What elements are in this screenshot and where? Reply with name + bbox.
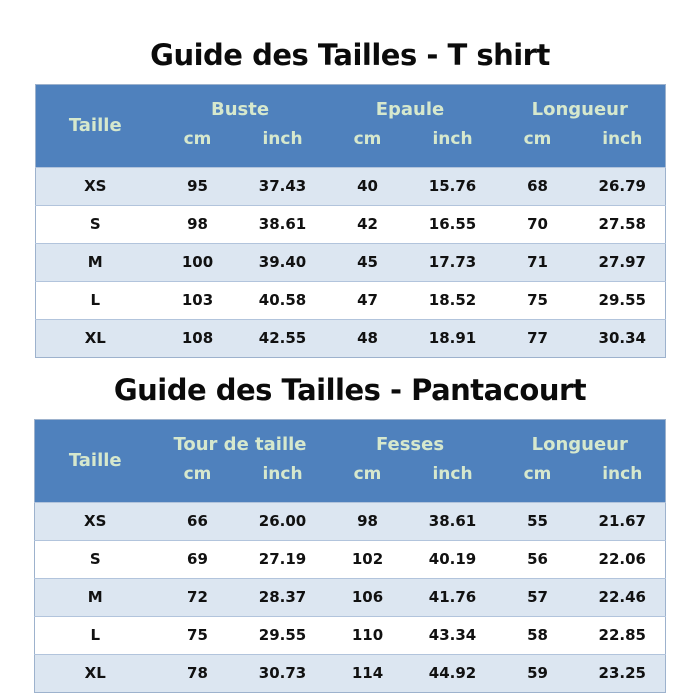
pantacourt-unit-fesses-inch: inch xyxy=(410,464,495,503)
value-cell: 30.34 xyxy=(580,319,665,357)
value-cell: 27.97 xyxy=(580,243,665,281)
tshirt-unit-longueur-cm: cm xyxy=(495,129,580,168)
value-cell: 59 xyxy=(495,654,580,692)
tshirt-group-header-row xyxy=(35,84,665,129)
size-cell: M xyxy=(35,578,155,616)
value-cell: 17.73 xyxy=(410,243,495,281)
value-cell: 15.76 xyxy=(410,167,495,205)
value-cell: 77 xyxy=(495,319,580,357)
value-cell: 72 xyxy=(155,578,240,616)
size-cell: M xyxy=(35,243,155,281)
tshirt-unit-buste-inch: inch xyxy=(240,129,325,168)
table-row xyxy=(35,578,665,616)
pantacourt-size-table xyxy=(34,419,665,693)
pantacourt-unit-fesses-cm: cm xyxy=(325,464,410,503)
table-row xyxy=(35,243,665,281)
value-cell: 42.55 xyxy=(240,319,325,357)
pantacourt-group-longueur: Longueur xyxy=(495,419,665,464)
value-cell: 40.58 xyxy=(240,281,325,319)
tshirt-guide-title: Guide des Tailles - T shirt xyxy=(150,38,550,72)
size-cell: S xyxy=(35,205,155,243)
size-cell: XL xyxy=(35,319,155,357)
value-cell: 47 xyxy=(325,281,410,319)
pantacourt-unit-tour-cm: cm xyxy=(155,464,240,503)
value-cell: 100 xyxy=(155,243,240,281)
value-cell: 39.40 xyxy=(240,243,325,281)
table-row xyxy=(35,205,665,243)
value-cell: 108 xyxy=(155,319,240,357)
value-cell: 18.91 xyxy=(410,319,495,357)
value-cell: 37.43 xyxy=(240,167,325,205)
pantacourt-guide-title: Guide des Tailles - Pantacourt xyxy=(113,372,587,407)
value-cell: 102 xyxy=(325,540,410,578)
pantacourt-taille-header: Taille xyxy=(35,419,155,502)
value-cell: 29.55 xyxy=(240,616,325,654)
pantacourt-group-header-row xyxy=(35,419,665,464)
value-cell: 48 xyxy=(325,319,410,357)
value-cell: 41.76 xyxy=(410,578,495,616)
value-cell: 44.92 xyxy=(410,654,495,692)
value-cell: 95 xyxy=(155,167,240,205)
value-cell: 40.19 xyxy=(410,540,495,578)
size-cell: L xyxy=(35,616,155,654)
size-cell: XL xyxy=(35,654,155,692)
value-cell: 98 xyxy=(155,205,240,243)
value-cell: 26.00 xyxy=(240,502,325,540)
tshirt-size-table xyxy=(35,84,666,358)
value-cell: 110 xyxy=(325,616,410,654)
value-cell: 22.06 xyxy=(580,540,665,578)
value-cell: 106 xyxy=(325,578,410,616)
pantacourt-unit-longueur-inch: inch xyxy=(580,464,665,503)
value-cell: 23.25 xyxy=(580,654,665,692)
value-cell: 55 xyxy=(495,502,580,540)
table-row xyxy=(35,616,665,654)
value-cell: 45 xyxy=(325,243,410,281)
tshirt-group-epaule: Epaule xyxy=(325,84,495,129)
value-cell: 27.19 xyxy=(240,540,325,578)
value-cell: 18.52 xyxy=(410,281,495,319)
size-cell: S xyxy=(35,540,155,578)
value-cell: 58 xyxy=(495,616,580,654)
tshirt-unit-buste-cm: cm xyxy=(155,129,240,168)
value-cell: 26.79 xyxy=(580,167,665,205)
value-cell: 40 xyxy=(325,167,410,205)
value-cell: 98 xyxy=(325,502,410,540)
value-cell: 27.58 xyxy=(580,205,665,243)
value-cell: 75 xyxy=(495,281,580,319)
value-cell: 21.67 xyxy=(580,502,665,540)
value-cell: 29.55 xyxy=(580,281,665,319)
table-row xyxy=(35,654,665,692)
value-cell: 71 xyxy=(495,243,580,281)
value-cell: 22.85 xyxy=(580,616,665,654)
value-cell: 42 xyxy=(325,205,410,243)
tshirt-unit-longueur-inch: inch xyxy=(580,129,665,168)
value-cell: 30.73 xyxy=(240,654,325,692)
value-cell: 43.34 xyxy=(410,616,495,654)
value-cell: 70 xyxy=(495,205,580,243)
size-cell: XS xyxy=(35,167,155,205)
pantacourt-unit-tour-inch: inch xyxy=(240,464,325,503)
pantacourt-group-tour-de-taille: Tour de taille xyxy=(155,419,325,464)
value-cell: 114 xyxy=(325,654,410,692)
value-cell: 22.46 xyxy=(580,578,665,616)
value-cell: 78 xyxy=(155,654,240,692)
value-cell: 69 xyxy=(155,540,240,578)
tshirt-taille-header: Taille xyxy=(35,84,155,167)
table-row xyxy=(35,319,665,357)
value-cell: 103 xyxy=(155,281,240,319)
size-cell: L xyxy=(35,281,155,319)
table-row xyxy=(35,281,665,319)
table-row xyxy=(35,540,665,578)
size-cell: XS xyxy=(35,502,155,540)
table-row xyxy=(35,167,665,205)
tshirt-group-buste: Buste xyxy=(155,84,325,129)
value-cell: 75 xyxy=(155,616,240,654)
tshirt-unit-epaule-inch: inch xyxy=(410,129,495,168)
value-cell: 56 xyxy=(495,540,580,578)
value-cell: 66 xyxy=(155,502,240,540)
value-cell: 38.61 xyxy=(240,205,325,243)
tshirt-group-longueur: Longueur xyxy=(495,84,665,129)
pantacourt-unit-longueur-cm: cm xyxy=(495,464,580,503)
table-row xyxy=(35,502,665,540)
value-cell: 38.61 xyxy=(410,502,495,540)
pantacourt-group-fesses: Fesses xyxy=(325,419,495,464)
tshirt-unit-epaule-cm: cm xyxy=(325,129,410,168)
value-cell: 68 xyxy=(495,167,580,205)
value-cell: 28.37 xyxy=(240,578,325,616)
value-cell: 16.55 xyxy=(410,205,495,243)
value-cell: 57 xyxy=(495,578,580,616)
